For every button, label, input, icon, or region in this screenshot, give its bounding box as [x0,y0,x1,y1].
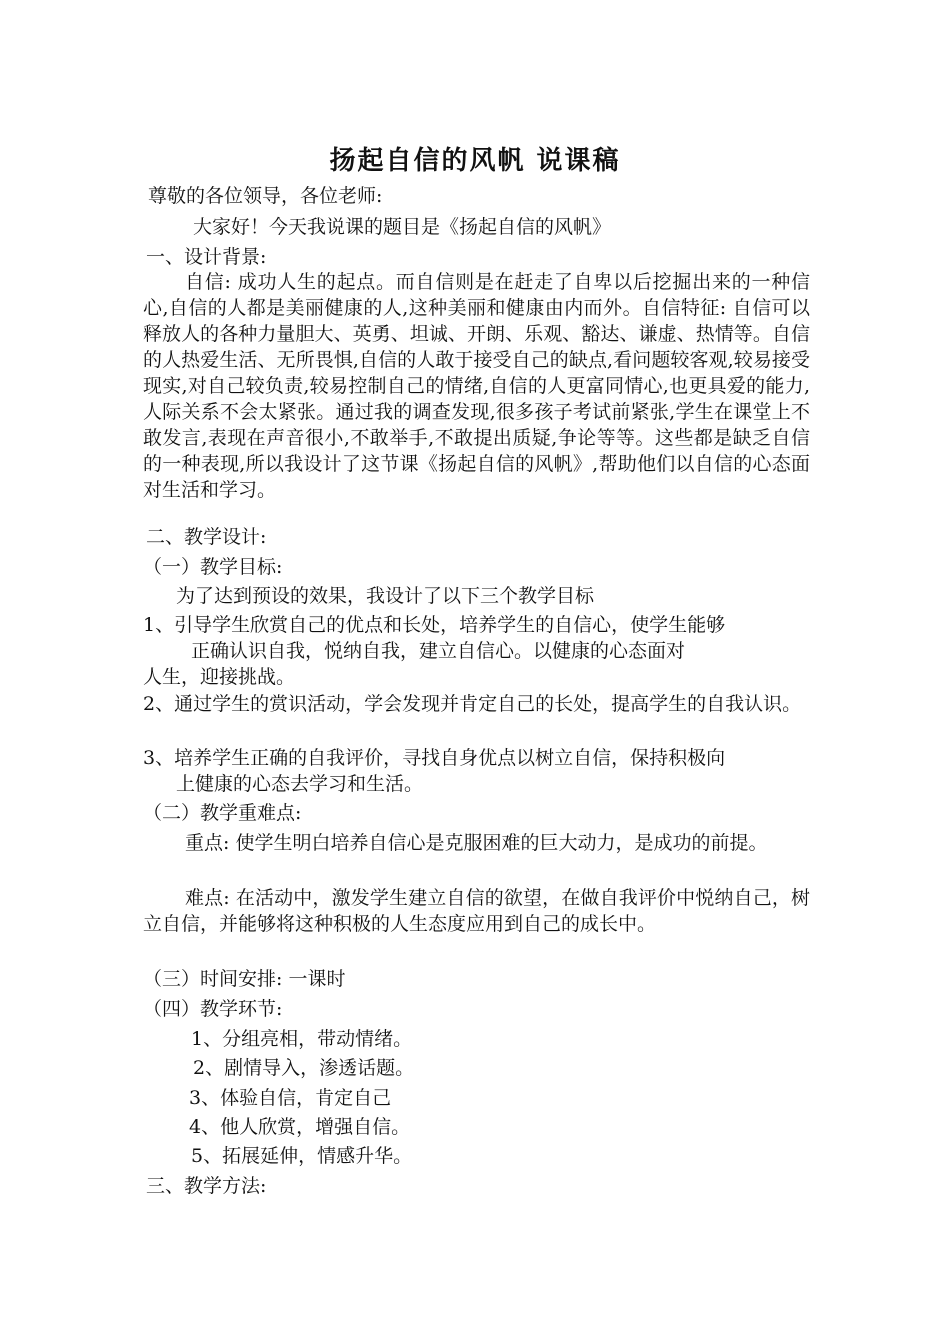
intro-line: 大家好！今天我说课的题目是《扬起自信的风帆》 [193,216,612,238]
document-title: 扬起自信的风帆 说课稿 [329,146,621,176]
goal-3-line-2: 上健康的心态去学习和生活。 [176,773,424,795]
subheading-teaching-steps: （四）教学环节: [143,998,283,1020]
section-heading-teaching-methods: 三、教学方法: [146,1175,267,1197]
goal-1-line-1: 1、引导学生欣赏自己的优点和长处，培养学生的自信心，使学生能够 [143,614,726,636]
step-item: 3、体验自信，肯定自己 [189,1087,392,1109]
difficult-point: 难点: 在活动中，激发学生建立自信的欲望，在做自我评价中悦纳自己，树立自信，并能够将这种积极的人生态度应用到自己的成长中。 [143,887,810,935]
goal-1-line-2: 正确认识自我，悦纳自我，建立自信心。以健康的心态面对 [191,640,686,662]
section-heading-background: 一、设计背景: [146,246,267,268]
subheading-key-difficult-points: （二）教学重难点: [143,802,302,824]
key-point: 重点: 使学生明白培养自信心是克服困难的巨大动力，是成功的前提。 [185,832,768,854]
step-item: 1、分组亮相，带动情绪。 [191,1028,413,1050]
goal-3-line-1: 3、培养学生正确的自我评价，寻找自身优点以树立自信，保持积极向 [143,747,726,769]
goal-2: 2、通过学生的赏识活动，学会发现并肯定自己的长处，提高学生的自我认识。 [143,693,802,715]
subheading-time-arrangement: （三）时间安排: 一课时 [143,968,346,990]
greeting: 尊敬的各位领导，各位老师: [148,185,383,207]
step-item: 4、他人欣赏，增强自信。 [189,1116,411,1138]
step-item: 5、拓展延伸，情感升华。 [191,1145,413,1167]
goals-intro: 为了达到预设的效果，我设计了以下三个教学目标 [176,585,595,607]
step-item: 2、剧情导入，渗透话题。 [193,1057,415,1079]
section-heading-teaching-design: 二、教学设计: [146,526,267,548]
goal-1-line-3: 人生，迎接挑战。 [143,666,296,688]
subheading-teaching-goals: （一）教学目标: [143,556,283,578]
background-paragraph: 自信: 成功人生的起点。而自信则是在赶走了自卑以后挖掘出来的一种信心,自信的人都是美丽健康的人,这种美丽和健康由内而外。自信特征: 自信可以释放人的各种力量胆大、英勇、坦诚、开朗、乐观、豁达、谦虚、热情等。自信的人热爱生活、无所畏惧,自信的人敢于接受自己的缺点,看问题较客观,较易接受现实,对自己较负责,较易控制自己的情绪,自信的人更富同情心,也更具爱的能力,人际关系不会太紧张。通过我的调查发现,很多孩子考试前紧张,学生在课堂上不敢发言,表现在声音很小,不敢举手,不敢提出质疑,争论等等。这些都是缺乏自信的一种表现,所以我设计了这节课《扬起自信的风帆》,帮助他们以自信的心态面对生活和学习。 [143,271,810,501]
